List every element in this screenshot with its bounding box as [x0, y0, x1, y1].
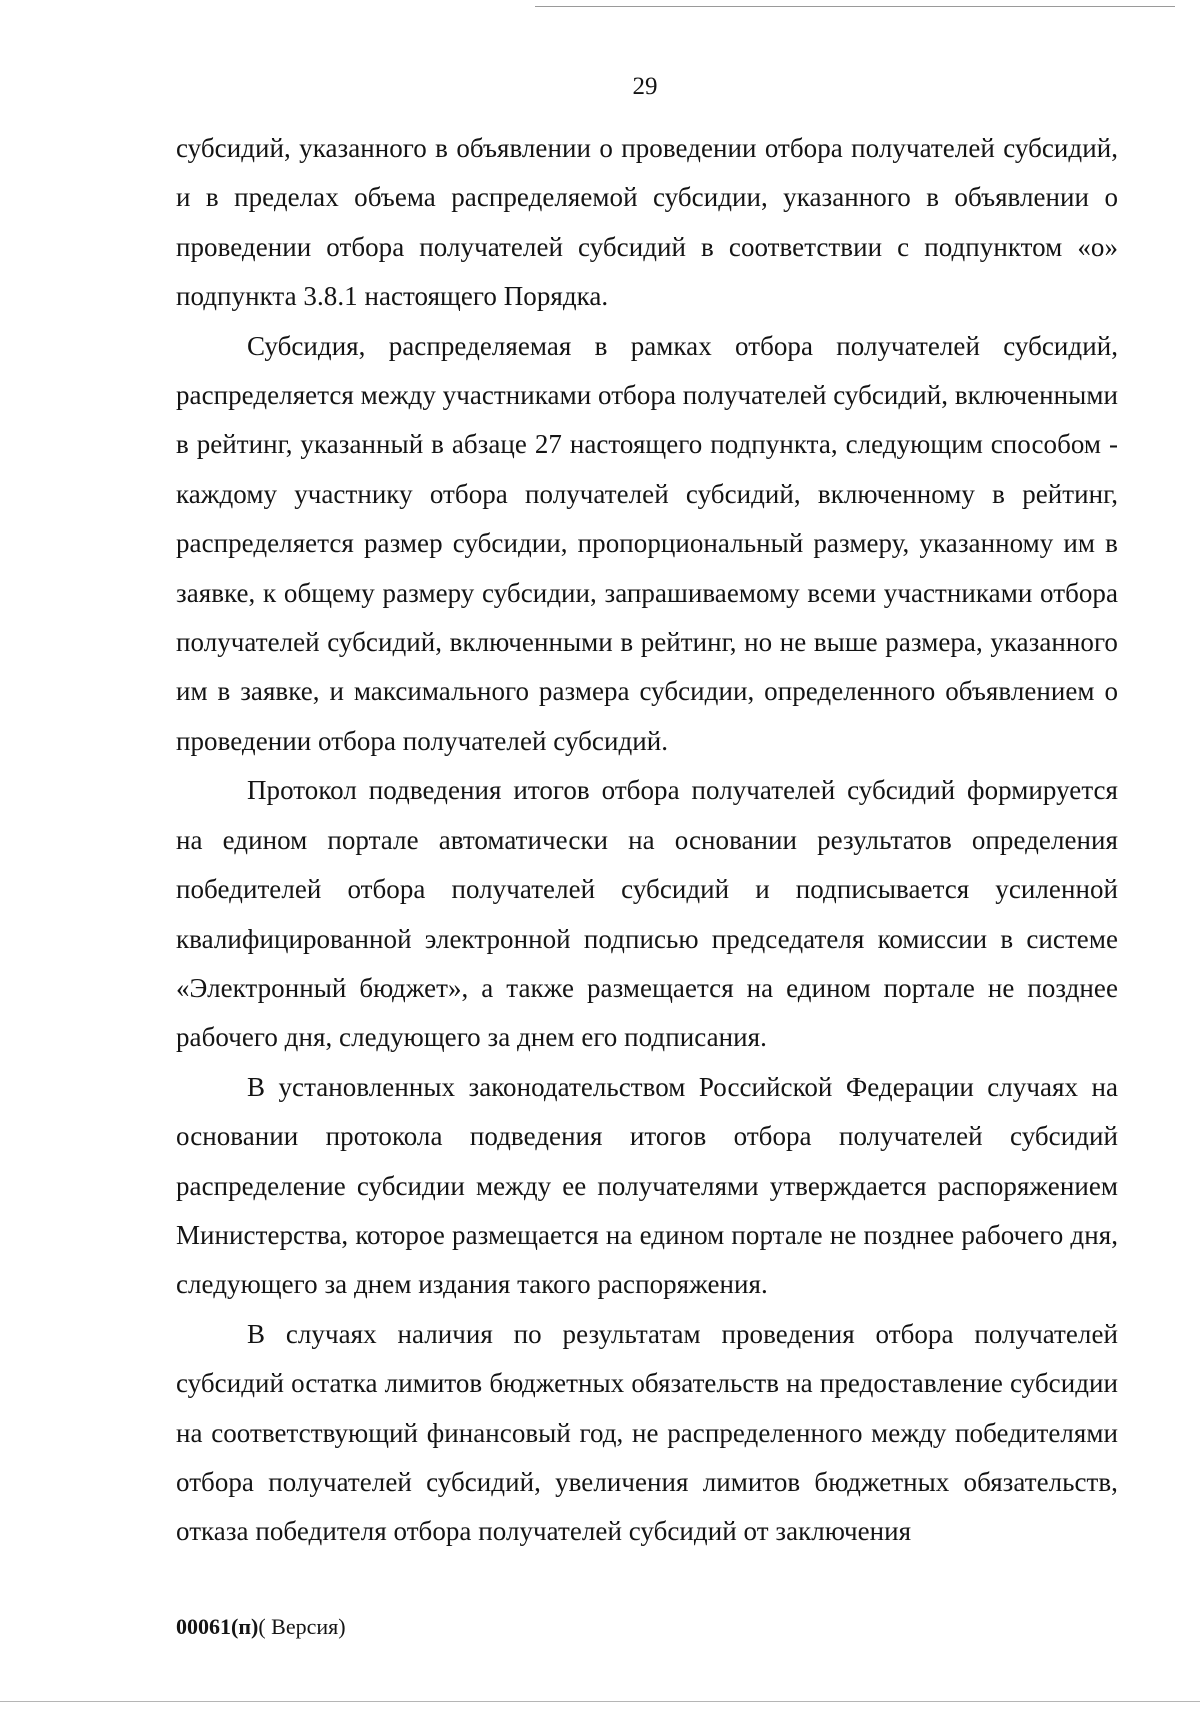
paragraph-continuation: субсидий, указанного в объявлении о проведении отбора получателей субсидий, и в пределах объема распределяемой субсидии, указанного в объявлении о проведении отбора получателей субсидий в соответствии с подпунктом «о» подпункта 3.8.1 настоящего Порядка. — [176, 133, 1118, 312]
bottom-rule — [0, 1701, 1200, 1702]
paragraph-remaining-limits: В случаях наличия по результатам проведения отбора получателей субсидий остатка лимитов бюджетных обязательств на предоставление субсидии на соответствующий финансовый год, не распределенного между победителями отбора получателей субсидий, увеличения лимитов бюджетных обязательств, отказа победителя отбора получателей субсидий от заключения — [176, 1318, 1118, 1547]
footer-document-code — [176, 1612, 346, 1642]
footer-code: 00061(п) — [176, 1614, 259, 1639]
page-number: 29 — [632, 73, 658, 100]
paragraph-ministry-order: В установленных законодательством Российской Федерации случаях на основании протокола подведения итогов отбора получателей субсидий распределение субсидии между ее получателями утверждается распоряжением Министерства, которое размещается на едином портале не позднее рабочего дня, следующего за днем издания такого распоряжения. — [176, 1071, 1118, 1300]
top-rule — [535, 6, 1175, 7]
footer-version: ( Версия) — [258, 1614, 346, 1639]
document-body — [176, 124, 1118, 1557]
paragraph-protocol: Протокол подведения итогов отбора получателей субсидий формируется на едином портале автоматически на основании результатов определения победителей отбора получателей субсидий и подписывается усиленной квалифицированной электронной подписью председателя комиссии в системе «Электронный бюджет», а также размещается на едином портале не позднее рабочего дня, следующего за днем его подписания. — [176, 775, 1118, 1053]
paragraph-subsidy-distribution: Субсидия, распределяемая в рамках отбора получателей субсидий, распределяется между участниками отбора получателей субсидий, включенными в рейтинг, указанный в абзаце 27 настоящего подпункта, следующим способом - каждому участнику отбора получателей субсидий, включенному в рейтинг, распределяется размер субсидии, пропорциональный размеру, указанному им в заявке, к общему размеру субсидии, запрашиваемому всеми участниками отбора получателей субсидий, включенными в рейтинг, но не выше размера, указанного им в заявке, и максимального размера субсидии, определенного объявлением о проведении отбора получателей субсидий. — [176, 330, 1118, 756]
